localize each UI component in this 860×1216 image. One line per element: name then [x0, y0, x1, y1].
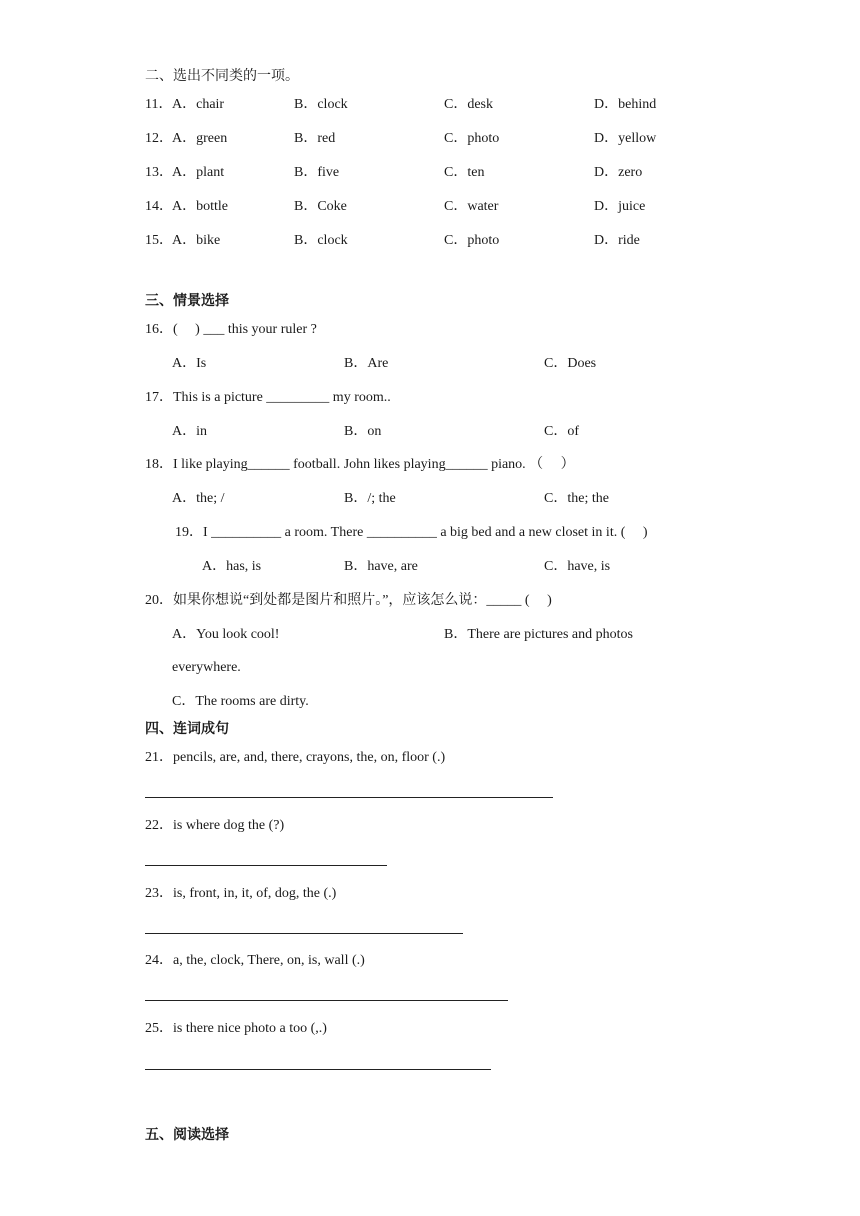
question-14-number: 14．	[145, 199, 173, 214]
question-13-option-c: C．ten	[444, 165, 485, 180]
question-11-option-a: A．chair	[172, 97, 225, 112]
section-4-heading: 四、连词成句	[145, 721, 229, 737]
question-13-option-b: B．five	[294, 165, 340, 180]
question-15-option-c: C．photo	[444, 233, 500, 248]
question-21-words: 21．pencils, are, and, there, crayons, the, on, floor (.)	[145, 750, 446, 765]
question-17-option-c: C．of	[544, 424, 579, 439]
question-24-words: 24．a, the, clock, There, on, is, wall (.)	[145, 953, 365, 968]
question-13-number: 13．	[145, 165, 173, 180]
question-13-option-a: A．plant	[172, 165, 225, 180]
question-12-option-b: B．red	[294, 131, 336, 146]
question-20-option-b: B．There are pictures and photos	[444, 627, 633, 642]
question-16-option-c: C．Does	[544, 356, 597, 371]
question-19-stem: 19．I __________ a room. There __________ a big bed and a new closet in it. ( )	[175, 525, 648, 540]
question-23-words: 23．is, front, in, it, of, dog, the (.)	[145, 886, 337, 901]
question-15-option-d: D．ride	[594, 233, 640, 248]
question-12-option-c: C．photo	[444, 131, 500, 146]
question-20-option-c: C．The rooms are dirty.	[172, 694, 309, 709]
question-18-option-a: A．the; /	[172, 491, 225, 506]
question-15-option-b: B．clock	[294, 233, 348, 248]
question-19-option-c: C．have, is	[544, 559, 611, 574]
question-22-words: 22．is where dog the (?)	[145, 818, 285, 833]
question-17-stem: 17．This is a picture _________ my room..	[145, 390, 391, 405]
question-11-number: 11．	[145, 97, 173, 112]
question-23-answer-line[interactable]	[145, 933, 463, 934]
question-21-answer-line[interactable]	[145, 797, 553, 798]
question-16-option-a: A．Is	[172, 356, 207, 371]
question-19-option-b: B．have, are	[344, 559, 418, 574]
question-18-option-c: C．the; the	[544, 491, 609, 506]
question-18-stem: 18．I like playing______ football. John likes playing______ piano. （ ）	[145, 457, 575, 472]
question-12-option-d: D．yellow	[594, 131, 657, 146]
section-3-heading: 三、情景选择	[145, 293, 229, 309]
question-14-option-a: A．bottle	[172, 199, 228, 214]
question-20-stem: 20．如果你想说“到处都是图片和照片。”，应该怎么说：_____ ( )	[145, 593, 552, 608]
question-14-option-c: C．water	[444, 199, 499, 214]
section-5-heading: 五、阅读选择	[145, 1127, 229, 1143]
question-12-option-a: A．green	[172, 131, 228, 146]
question-19-option-a: A．has, is	[202, 559, 262, 574]
question-22-answer-line[interactable]	[145, 865, 387, 866]
question-25-answer-line[interactable]	[145, 1069, 491, 1070]
question-11-option-b: B．clock	[294, 97, 348, 112]
question-15-number: 15．	[145, 233, 173, 248]
question-16-option-b: B．Are	[344, 356, 389, 371]
question-12-number: 12．	[145, 131, 173, 146]
question-14-option-d: D．juice	[594, 199, 646, 214]
question-25-words: 25．is there nice photo a too (,.)	[145, 1021, 327, 1036]
question-16-stem: 16．( ) ___ this your ruler ?	[145, 322, 317, 337]
question-20-option-a: A．You look cool!	[172, 627, 280, 642]
section-2-heading: 二、选出不同类的一项。	[145, 68, 299, 84]
question-18-option-b: B．/; the	[344, 491, 396, 506]
question-11-option-d: D．behind	[594, 97, 657, 112]
question-20-option-b-continued: everywhere.	[172, 660, 241, 675]
question-24-answer-line[interactable]	[145, 1000, 508, 1001]
question-13-option-d: D．zero	[594, 165, 643, 180]
question-11-option-c: C．desk	[444, 97, 493, 112]
question-17-option-a: A．in	[172, 424, 207, 439]
question-17-option-b: B．on	[344, 424, 382, 439]
question-15-option-a: A．bike	[172, 233, 221, 248]
question-14-option-b: B．Coke	[294, 199, 347, 214]
